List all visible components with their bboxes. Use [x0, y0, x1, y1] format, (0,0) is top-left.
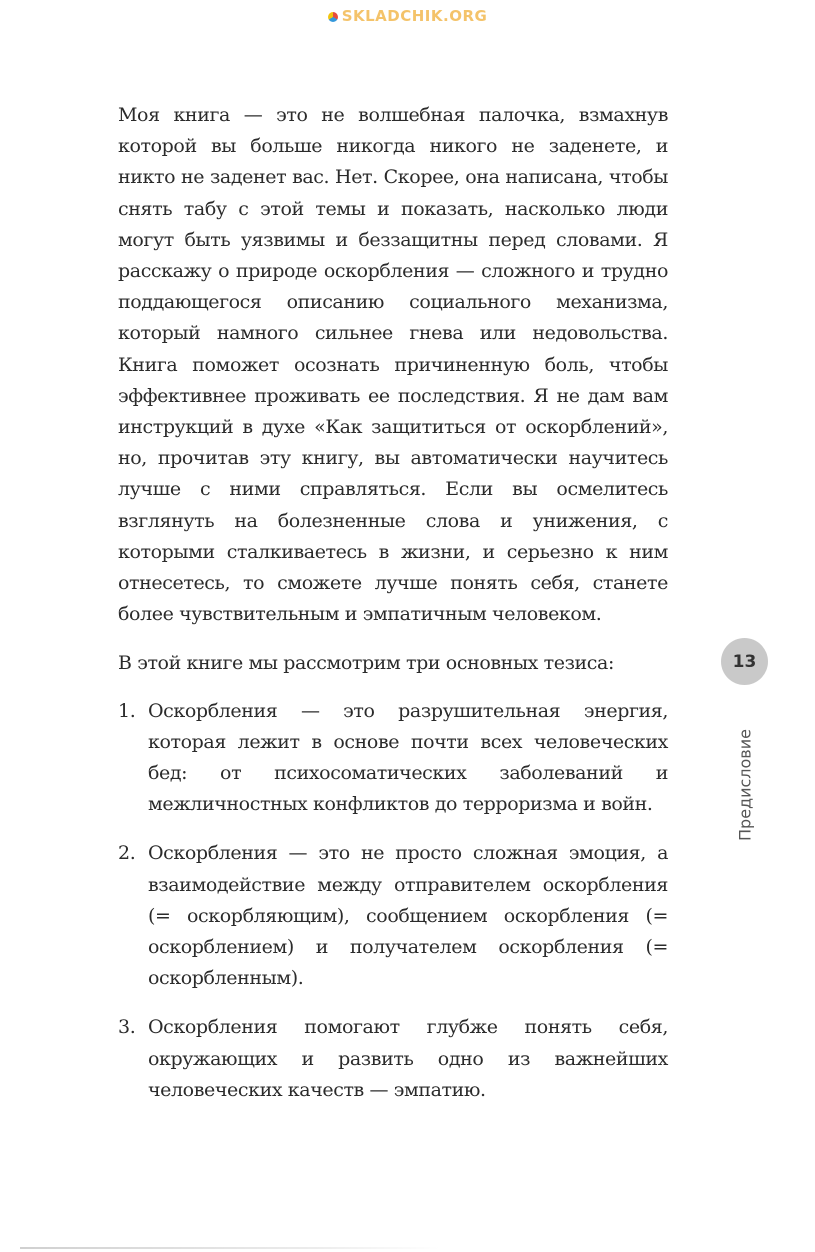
page-bottom-edge [20, 1247, 440, 1249]
site-logo-icon [328, 12, 338, 22]
page-number: 13 [732, 651, 757, 672]
page-content [118, 100, 668, 1124]
body-paragraph: Моя книга — это не волшебная палочка, взмахнув которой вы больше никогда никого не заденете, и никто не заденет вас. Нет. Скорее, она написана, чтобы снять табу с этой темы и показать, насколько люди могут быть уязвимы и беззащитны перед словами. Я расскажу о природе оскорбления — сложного и трудно поддающегося описанию социального механизма, который намного сильнее гнева или недовольства. Книга поможет осознать причиненную боль, чтобы эффективнее проживать ее последствия. Я не дам вам инструкций в духе «Как защититься от оскорблений», но, прочитав эту книгу, вы автоматически научитесь лучше с ними справляться. Если вы осмелитесь взглянуть на болезненные слова и унижения, с которыми сталкиваетесь в жизни, и серьезно к ним отнесетесь, то сможете лучше понять себя, станете более чувствительным и эмпатичным человеком. [118, 104, 668, 626]
list-item-number: 3. [118, 1016, 136, 1039]
page-number-badge [721, 638, 768, 685]
list-item-text: Оскорбления — это не просто сложная эмоция, а взаимодействие между отправителем оскорбления (= оскорбляющим), сообщением оскорбления (= оскорблением) и получателем оскорбления (= оскорбленным). [148, 842, 668, 990]
list-item [118, 838, 668, 994]
list-item-text: Оскорбления помогают глубже понять себя, окружающих и развить одно из важнейших человеческих качеств — эмпатию. [148, 1016, 668, 1101]
list-item-number: 2. [118, 842, 136, 865]
watermark [0, 7, 815, 25]
list-item-text: Оскорбления — это разрушительная энергия, которая лежит в основе почти всех человеческих бед: от психосоматических заболеваний и межличностных конфликтов до терроризма и войн. [148, 699, 668, 816]
theses-intro: В этой книге мы рассмотрим три основных тезиса: [118, 652, 614, 675]
section-label: Предисловие [735, 729, 755, 841]
watermark-text: SKLADCHIK.ORG [341, 7, 488, 25]
list-item [118, 1012, 668, 1106]
list-item-number: 1. [118, 699, 136, 722]
theses-list [118, 696, 668, 1106]
list-item [118, 696, 668, 821]
